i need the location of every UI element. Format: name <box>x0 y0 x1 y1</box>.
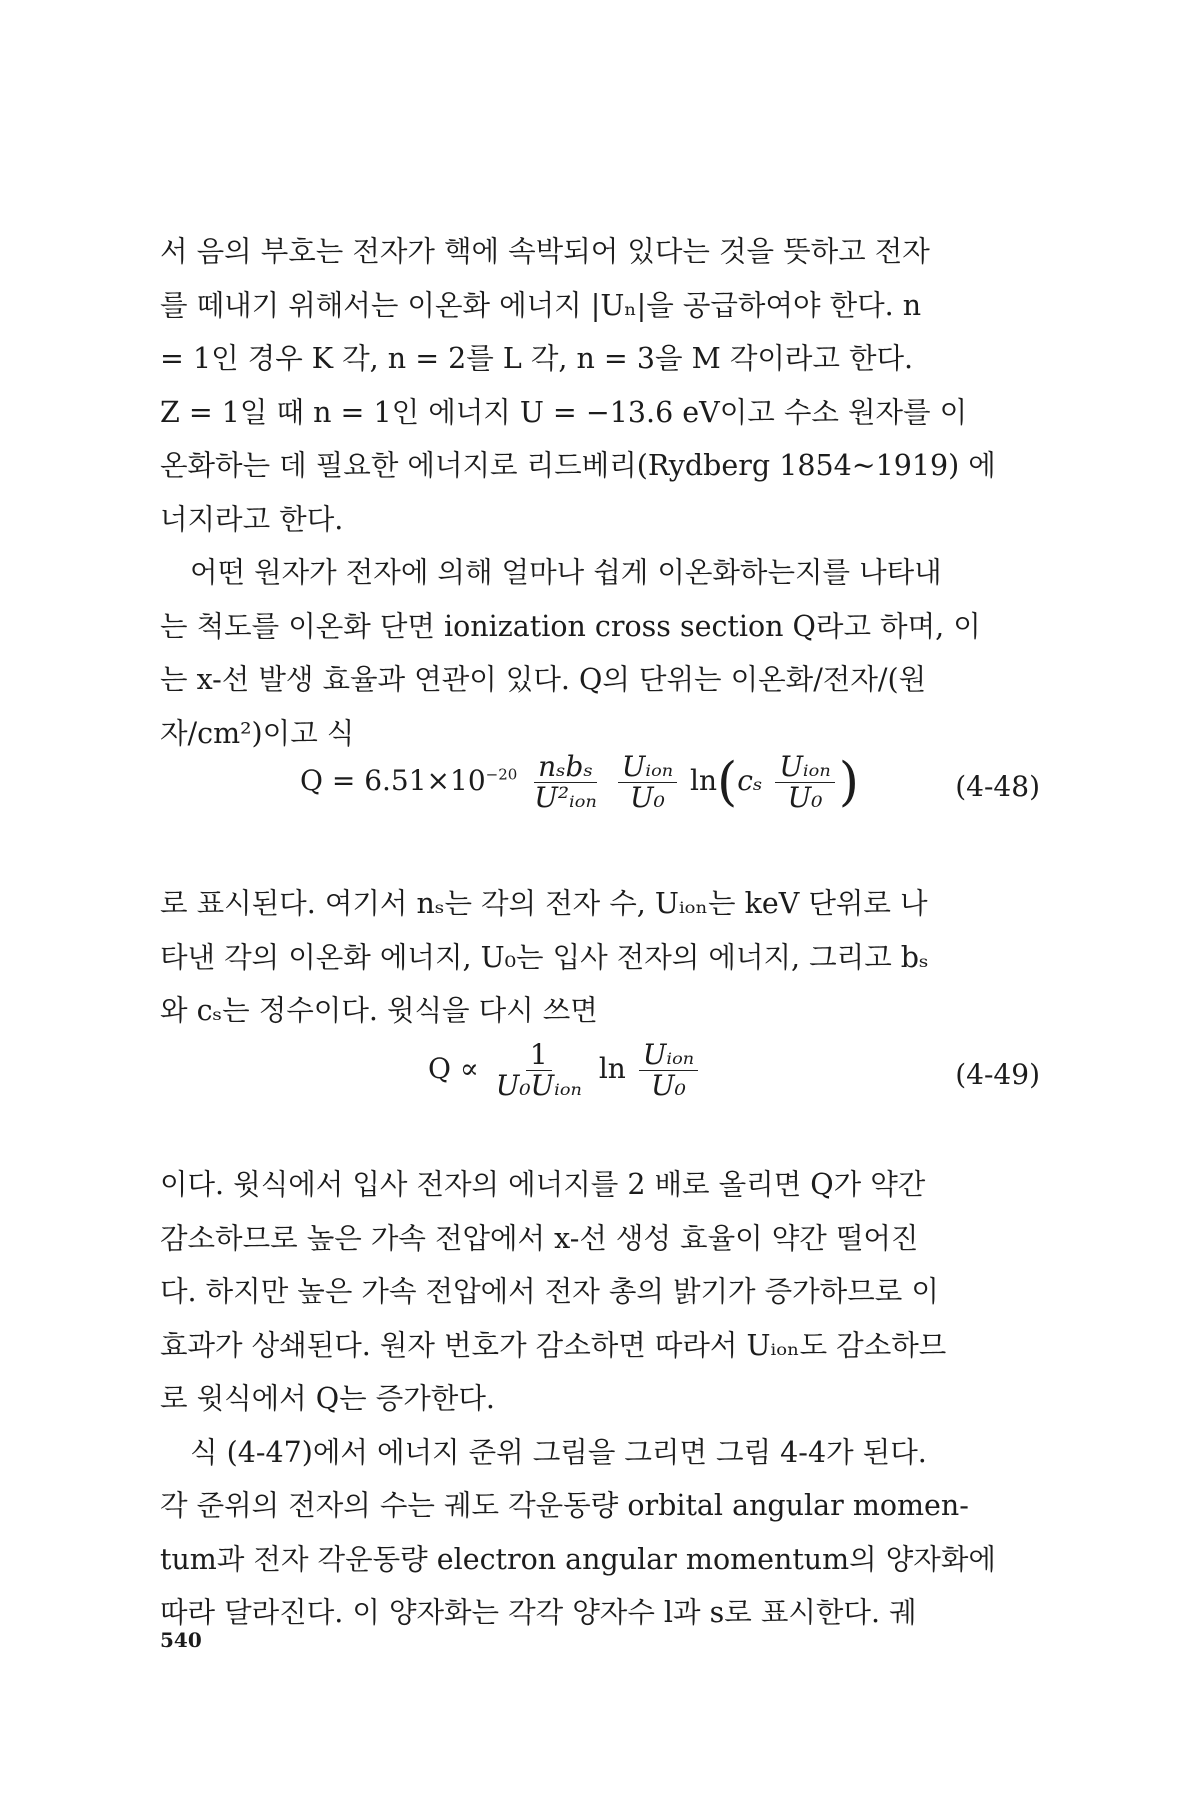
page-number: 540 <box>160 1628 202 1652</box>
text-line: tum과 전자 각운동량 electron angular momentum의 양자화에 <box>160 1542 996 1576</box>
eq1-frac2-denominator: U₀ <box>629 781 665 814</box>
text-line: 효과가 상쇄된다. 원자 번호가 감소하면 따라서 Uᵢₒₙ도 감소하므 <box>160 1328 947 1362</box>
eq1-frac1-denominator: U²ᵢₒₙ <box>534 781 597 814</box>
eq1-frac1-numerator: nₛbₛ <box>534 752 597 783</box>
eq1-lhs: Q = 6.51×10 <box>300 764 486 797</box>
eq2-frac2-denominator: U₀ <box>650 1069 686 1102</box>
text-line: Z = 1일 때 n = 1인 에너지 U = −13.6 eV이고 수소 원자를 이 <box>160 395 968 429</box>
eq1-cs: cₛ <box>737 764 763 797</box>
eq1-right-paren: ) <box>838 752 859 813</box>
eq2-ln: ln <box>598 1052 626 1085</box>
equation-number: (4-49) <box>955 1058 1040 1091</box>
text-line: 로 윗식에서 Q는 증가한다. <box>160 1382 495 1415</box>
text-line: 는 x-선 발생 효율과 연관이 있다. Q의 단위는 이온화/전자/(원 <box>160 663 927 696</box>
text-line: 서 음의 부호는 전자가 핵에 속박되어 있다는 것을 뜻하고 전자 <box>160 235 930 268</box>
text-line: = 1인 경우 K 각, n = 2를 L 각, n = 3을 M 각이라고 한다. <box>160 342 914 375</box>
text-line: 이다. 윗식에서 입사 전자의 에너지를 2 배로 올리면 Q가 약간 <box>160 1168 926 1201</box>
eq1-left-paren: ( <box>717 752 738 813</box>
text-line: 온화하는 데 필요한 에너지로 리드베리(Rydberg 1854~1919) 에 <box>160 449 996 482</box>
body-text-lower <box>160 1158 1040 1640</box>
eq1-fraction-1 <box>530 752 601 813</box>
equation-number: (4-48) <box>955 770 1040 803</box>
eq1-frac3-denominator: U₀ <box>787 781 823 814</box>
text-line: 식 (4-47)에서 에너지 준위 그림을 그리면 그림 4-4가 된다. <box>190 1435 927 1469</box>
eq1-frac3-numerator: Uᵢₒₙ <box>775 752 834 783</box>
eq2-fraction-2 <box>639 1040 698 1101</box>
text-line: 와 cₛ는 정수이다. 윗식을 다시 쓰면 <box>160 994 598 1027</box>
eq2-fraction-1 <box>492 1040 586 1101</box>
eq1-exponent: −20 <box>485 765 518 784</box>
eq2-frac2-numerator: Uᵢₒₙ <box>639 1040 698 1071</box>
body-text-middle <box>160 877 1040 1038</box>
text-line: 따라 달라진다. 이 양자화는 각각 양자수 l과 s로 표시한다. 궤 <box>160 1596 917 1629</box>
text-line: 타낸 각의 이온화 에너지, U₀는 입사 전자의 에너지, 그리고 bₛ <box>160 940 929 974</box>
eq1-fraction-2 <box>618 752 677 813</box>
eq2-lhs: Q ∝ <box>428 1052 479 1085</box>
text-line: 다. 하지만 높은 가속 전압에서 전자 총의 밝기가 증가하므로 이 <box>160 1275 939 1308</box>
eq1-fraction-3 <box>775 752 834 813</box>
text-line: 는 척도를 이온화 단면 ionization cross section Q라고 하며, 이 <box>160 609 981 643</box>
text-line: 너지라고 한다. <box>160 502 344 536</box>
eq2-frac1-numerator: 1 <box>526 1040 552 1071</box>
eq1-ln: ln <box>690 764 717 797</box>
eq2-frac1-denominator: U₀Uᵢₒₙ <box>495 1069 582 1102</box>
equation-4-49 <box>160 1040 1040 1120</box>
equation-4-48 <box>160 752 1040 832</box>
text-line: 각 준위의 전자의 수는 궤도 각운동량 orbital angular momen- <box>160 1489 969 1522</box>
body-text-upper <box>160 225 1040 760</box>
text-line: 어떤 원자가 전자에 의해 얼마나 쉽게 이온화하는지를 나타내 <box>190 556 942 589</box>
eq1-frac2-numerator: Uᵢₒₙ <box>618 752 677 783</box>
text-line: 로 표시된다. 여기서 nₛ는 각의 전자 수, Uᵢₒₙ는 keV 단위로 나 <box>160 887 928 920</box>
text-line: 감소하므로 높은 가속 전압에서 x-선 생성 효율이 약간 떨어진 <box>160 1221 919 1255</box>
text-line: 자/cm²)이고 식 <box>160 716 355 750</box>
text-line: 를 떼내기 위해서는 이온화 에너지 |Uₙ|을 공급하여야 한다. n <box>160 288 922 322</box>
